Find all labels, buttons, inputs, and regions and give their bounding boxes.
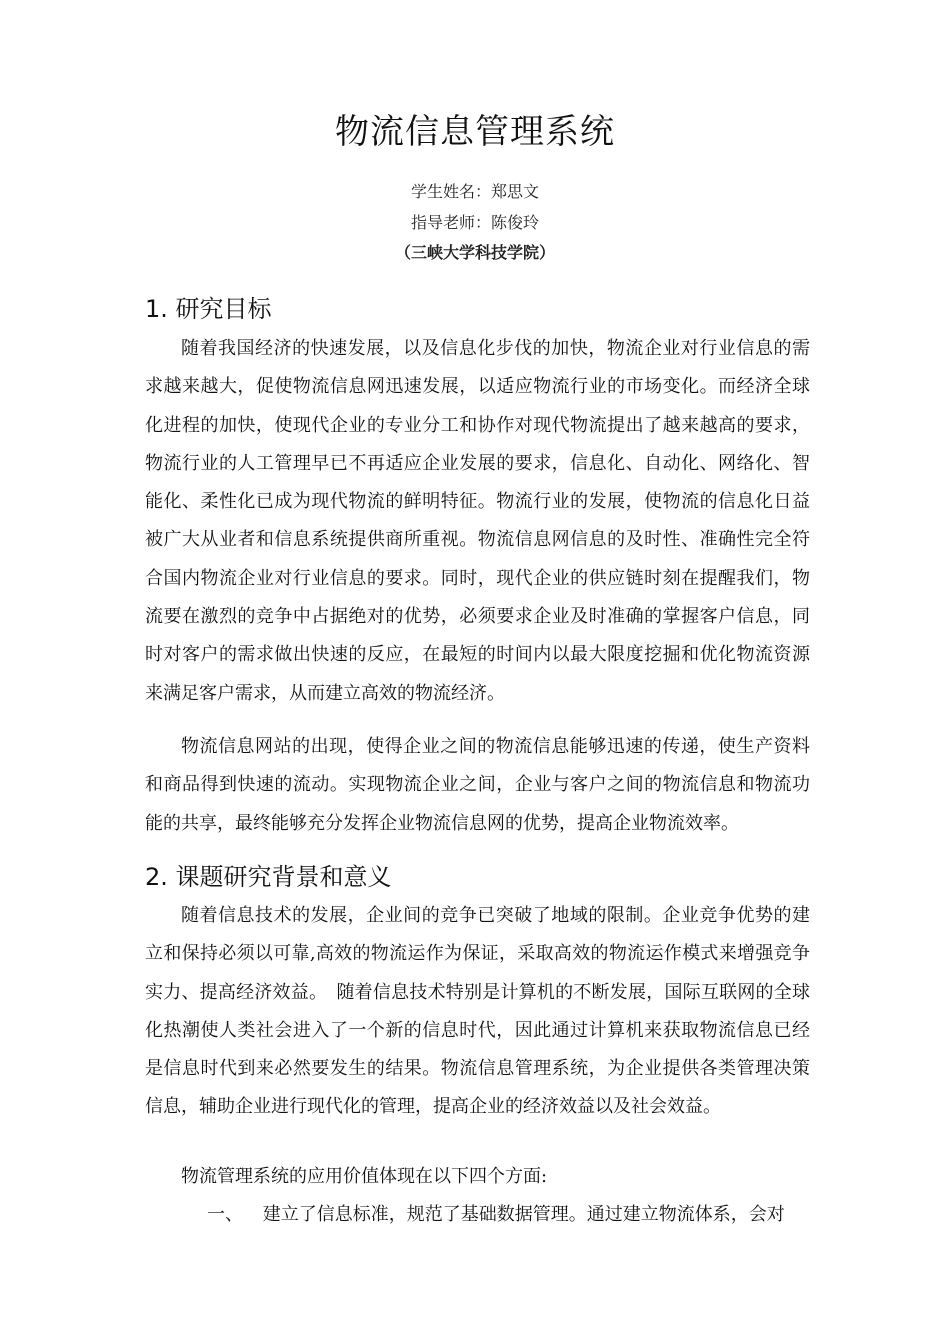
school-name: （三峡大学科技学院） (394, 243, 555, 262)
paragraph: 物流信息网站的出现，使得企业之间的物流信息能够迅速的传递，使生产资料和商品得到快速的流动。实现物流企业之间，企业与客户之间的物流信息和物流功能的共享，最终能够充分发挥企业物流信息网的优势，提高企业物流效率。 (145, 736, 810, 834)
advisor-name: 指导老师：陈俊玲 (410, 213, 539, 232)
list-item-text: 建立了信息标准，规范了基础数据管理。通过建立物流体系，会对 (262, 1204, 785, 1225)
student-name: 学生姓名：郑思文 (410, 182, 539, 201)
list-item (145, 1196, 810, 1234)
section-heading: 2. 课题研究背景和意义 (145, 863, 392, 891)
list-item-number: 一、 (207, 1204, 243, 1225)
paragraph: 随着信息技术的发展，企业间的竞争已突破了地域的限制。企业竞争优势的建立和保持必须以可靠,高效的物流运作为保证，采取高效的物流运作模式来增强竞争实力、提高经济效益。 随着信息技术特别是计算机的不断发展，国际互联网的全球化热潮使人类社会进入了一个新的信息时代，因此通过计算机来获取物流信息已经是信息时代到来必然要发生的结果。物流信息管理系统，为企业提供各类管理决策信息，辅助企业进行现代化的管理，提高企业的经济效益以及社会效益。 (145, 905, 810, 1118)
paragraph: 物流管理系统的应用价值体现在以下四个方面: (181, 1166, 548, 1187)
paragraph: 随着我国经济的快速发展，以及信息化步伐的加快，物流企业对行业信息的需求越来越大，促使物流信息网迅速发展，以适应物流行业的市场变化。而经济全球化进程的加快，使现代企业的专业分工和协作对现代物流提出了越来越高的要求，物流行业的人工管理早已不再适应企业发展的要求，信息化、自动化、网络化、智能化、柔性化已成为现代物流的鲜明特征。物流行业的发展，使物流的信息化日益被广大从业者和信息系统提供商所重视。物流信息网信息的及时性、准确性完全符合国内物流企业对行业信息的要求。同时，现代企业的供应链时刻在提醒我们，物流要在激烈的竞争中占据绝对的优势，必须要求企业及时准确的掌握客户信息，同时对客户的需求做出快速的反应，在最短的时间内以最大限度挖掘和优化物流资源来满足客户需求，从而建立高效的物流经济。 (145, 338, 810, 704)
document-title: 物流信息管理系统 (335, 112, 615, 152)
section-heading: 1. 研究目标 (145, 295, 272, 323)
